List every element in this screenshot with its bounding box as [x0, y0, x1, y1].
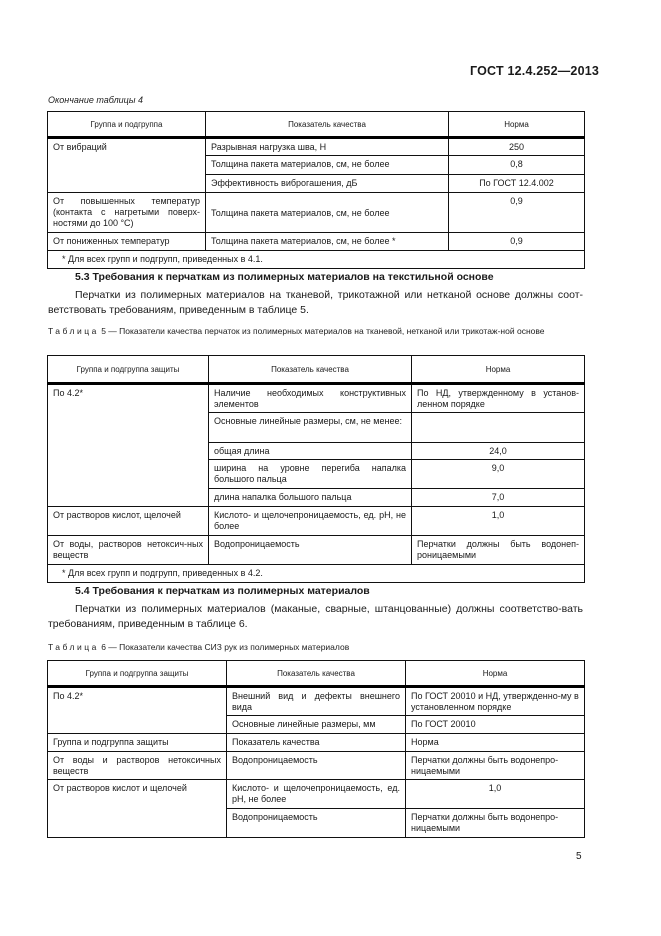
table5-caption-label: Таблица [48, 326, 99, 336]
norm-cell: 1,0 [412, 507, 585, 536]
indicator-cell: Водопроницаемость [209, 536, 412, 565]
column-header: Группа и подгруппа [48, 112, 206, 138]
norm-cell: По ГОСТ 12.4.002 [449, 175, 585, 193]
table-5 [47, 355, 585, 583]
column-header: Норма [449, 112, 585, 138]
norm-cell [412, 413, 585, 443]
table5-caption [48, 325, 583, 338]
norm-cell: По НД, утвержденному в установ-ленном порядке [412, 384, 585, 413]
group-cell: По 4.2* [48, 384, 209, 507]
indicator-cell: Разрывная нагрузка шва, Н [206, 138, 449, 156]
group-cell: От вибраций [48, 138, 206, 193]
table-row [48, 507, 585, 536]
group-cell: От растворов кислот, щелочей [48, 507, 209, 536]
table-header-row [48, 356, 585, 384]
column-header: Норма [406, 661, 585, 687]
column-header: Группа и подгруппа защиты [48, 661, 227, 687]
table-4 [47, 111, 585, 269]
section-heading-5-3: 5.3 Требования к перчаткам из полимерных материалов на текстильной основе [75, 271, 494, 283]
table-6 [47, 660, 585, 838]
table-row [48, 138, 585, 156]
table-row [48, 536, 585, 565]
group-cell: От повышенных температур (контакта с нагретыми поверх-ностями до 100 °С) [48, 193, 206, 233]
indicator-cell: Основные линейные размеры, см, не менее: [209, 413, 412, 443]
table-row [48, 752, 585, 780]
section-paragraph-5-4: Перчатки из полимерных материалов (маканые, сварные, штанцованные) должны соответство-вать требованиям, приведенным в таблице 6. [48, 603, 583, 630]
group-cell: От воды, растворов нетоксич-ных веществ [48, 536, 209, 565]
norm-cell: Перчатки должны быть водонепро-ницаемыми [406, 809, 585, 838]
table-footnote: * Для всех групп и подгрупп, приведенных в 4.2. [48, 565, 585, 583]
indicator-cell: ширина на уровне перегиба напалка большого пальца [209, 460, 412, 489]
group-cell: Группа и подгруппа защиты [48, 734, 227, 752]
norm-cell: 9,0 [412, 460, 585, 489]
indicator-cell: Основные линейные размеры, мм [227, 716, 406, 734]
table-header-row [48, 112, 585, 138]
page-number: 5 [576, 851, 582, 862]
indicator-cell: Показатель качества [227, 734, 406, 752]
indicator-cell: Толщина пакета материалов, см, не более [206, 193, 449, 233]
indicator-cell: Кислото- и щелочепроницаемость, ед. pH, не более [227, 780, 406, 809]
indicator-cell: Внешний вид и дефекты внешнего вида [227, 687, 406, 716]
column-header: Показатель качества [209, 356, 412, 384]
norm-cell: Норма [406, 734, 585, 752]
table-header-row [48, 661, 585, 687]
group-cell: От растворов кислот и щелочей [48, 780, 227, 838]
indicator-cell: Водопроницаемость [227, 752, 406, 780]
indicator-cell: Водопроницаемость [227, 809, 406, 838]
column-header: Показатель качества [227, 661, 406, 687]
table-row [48, 384, 585, 413]
table6-caption-text: 6 — Показатели качества СИЗ рук из полимерных материалов [98, 642, 350, 652]
table4-continuation-label: Окончание таблицы 4 [48, 95, 143, 105]
norm-cell: Перчатки должны быть водонепро-ницаемыми [406, 752, 585, 780]
norm-cell: 7,0 [412, 489, 585, 507]
indicator-cell: общая длина [209, 443, 412, 460]
indicator-cell: длина напалка большого пальца [209, 489, 412, 507]
column-header: Группа и подгруппа защиты [48, 356, 209, 384]
table-row [48, 734, 585, 752]
indicator-cell: Наличие необходимых конструктивных элементов [209, 384, 412, 413]
group-cell: По 4.2* [48, 687, 227, 734]
table6-caption [48, 641, 583, 654]
table5-caption-text: 5 — Показатели качества перчаток из полимерных материалов на тканевой, нетканой или трикотаж-ной основе [98, 326, 545, 336]
norm-cell: Перчатки должны быть водонеп-роницаемыми [412, 536, 585, 565]
norm-cell: 0,9 [449, 193, 585, 233]
table6-caption-label: Таблица [48, 642, 99, 652]
norm-cell: По ГОСТ 20010 и НД, утвержденно-му в установленном порядке [406, 687, 585, 716]
indicator-cell: Кислото- и щелочепроницаемость, ед. pH, не более [209, 507, 412, 536]
table-row [48, 193, 585, 233]
norm-cell: 24,0 [412, 443, 585, 460]
column-header: Норма [412, 356, 585, 384]
column-header: Показатель качества [206, 112, 449, 138]
norm-cell: По ГОСТ 20010 [406, 716, 585, 734]
indicator-cell: Толщина пакета материалов, см, не более [206, 156, 449, 175]
table-row [48, 233, 585, 251]
group-cell: От пониженных температур [48, 233, 206, 251]
table-footnote-row [48, 251, 585, 269]
indicator-cell: Толщина пакета материалов, см, не более * [206, 233, 449, 251]
norm-cell: 0,9 [449, 233, 585, 251]
norm-cell: 0,8 [449, 156, 585, 175]
table-row [48, 687, 585, 716]
table-footnote: * Для всех групп и подгрупп, приведенных в 4.1. [48, 251, 585, 269]
table-row [48, 780, 585, 809]
section-heading-5-4: 5.4 Требования к перчаткам из полимерных материалов [75, 585, 370, 597]
norm-cell: 1,0 [406, 780, 585, 809]
document-id: ГОСТ 12.4.252—2013 [470, 64, 600, 78]
group-cell: От воды и растворов нетоксичных веществ [48, 752, 227, 780]
norm-cell: 250 [449, 138, 585, 156]
table-footnote-row [48, 565, 585, 583]
section-paragraph-5-3: Перчатки из полимерных материалов на тканевой, трикотажной или нетканой основе должны соот-ветствовать требованиям, приведенным в таблице 5. [48, 289, 583, 316]
indicator-cell: Эффективность виброгашения, дБ [206, 175, 449, 193]
